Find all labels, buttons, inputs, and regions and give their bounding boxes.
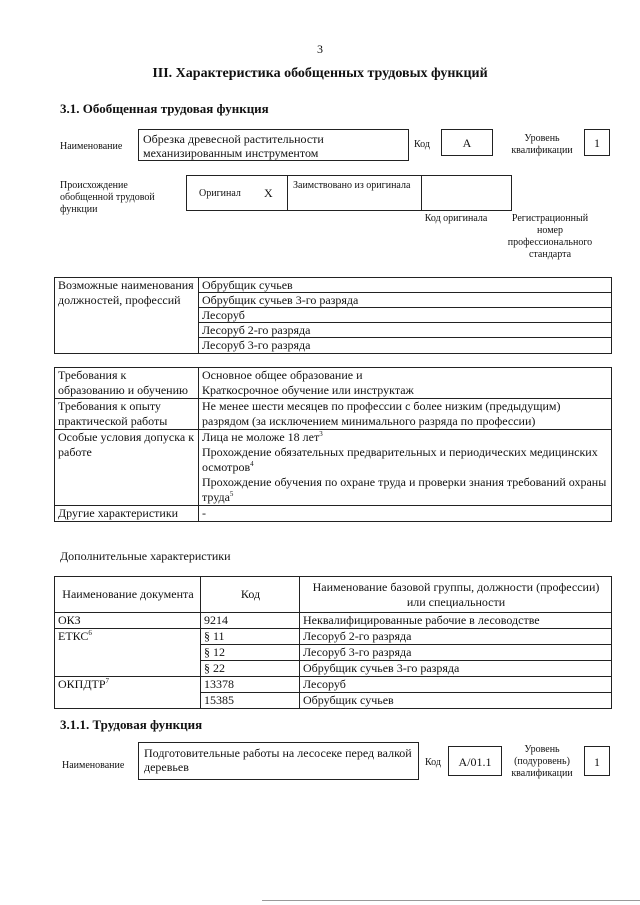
etks-name: Лесоруб 3-го разряда (300, 645, 612, 661)
tf-name-value: Подготовительные работы на лесосеке перед валкой деревьев (144, 746, 412, 774)
etks-code: § 11 (201, 629, 300, 645)
tf-level-label: Уровень (подуровень) квалификации (511, 744, 573, 779)
tf-code-value: А/01.1 (448, 746, 502, 776)
gtf-name-box (138, 129, 409, 161)
okpdtr-name: Лесоруб (300, 677, 612, 693)
okpdtr-code: 13378 (201, 677, 300, 693)
condition-item: Лица не моложе 18 лет$^3$ (202, 430, 323, 444)
other-value: - (199, 506, 612, 522)
etks-doc: ЕТКС$^6$ (55, 629, 201, 677)
experience-value: Не менее шести месяцев по профессии с более низким (предыдущим) разрядом (за исключением минимального разряда по профессии) (199, 399, 612, 430)
gtf-level-value: 1 (584, 129, 610, 156)
positions-table (54, 277, 612, 354)
origin-original-label: Оригинал (199, 188, 241, 199)
tf-name-box (138, 742, 419, 780)
gtf-code-value: А (441, 129, 493, 156)
page-number: 3 (317, 42, 323, 56)
gtf-code-label: Код (414, 139, 430, 150)
extra-header-doc: Наименование документа (55, 577, 201, 613)
etks-code: § 22 (201, 661, 300, 677)
origin-code-caption: Код оригинала (424, 213, 488, 224)
condition-item: Прохождение обязательных предварительных и периодических медицинских осмотров$^4$ (202, 445, 598, 474)
okpdtr-doc: ОКПДТР$^7$ (55, 677, 201, 709)
okz-name: Неквалифицированные рабочие в лесоводстве (300, 613, 612, 629)
tf-level-value: 1 (584, 746, 610, 776)
conditions-label: Особые условия допуска к работе (55, 430, 199, 506)
gtf-name-label: Наименование (60, 141, 123, 152)
scan-edge-line (262, 900, 640, 901)
tf-title: 3.1.1. Трудовая функция (60, 717, 203, 732)
position-item: Обрубщик сучьев (199, 278, 611, 293)
position-item: Обрубщик сучьев 3-го разряда (199, 293, 611, 308)
position-item: Лесоруб 2-го разряда (199, 323, 611, 338)
education-line: Краткосрочное обучение или инструктаж (202, 383, 414, 397)
gtf-level-label: Уровень квалификации (511, 133, 573, 156)
tf-code-label: Код (425, 757, 441, 768)
okpdtr-name: Обрубщик сучьев (300, 693, 612, 709)
section-title: III. Характеристика обобщенных трудовых функций (152, 66, 488, 81)
origin-original-mark: Х (264, 186, 273, 200)
condition-item: Прохождение обучения по охране труда и проверки знания требований охраны труда$^5$ (202, 475, 607, 504)
education-line: Основное общее образование и (202, 368, 363, 382)
origin-table (186, 175, 512, 211)
tf-name-label: Наименование (62, 760, 125, 771)
origin-reg-caption: Регистрационный номер профессионального стандарта (507, 213, 593, 260)
gtf-name-value: Обрезка древесной растительности механизированным инструментом (143, 132, 324, 160)
position-item: Лесоруб (199, 308, 611, 323)
extra-header-name: Наименование базовой группы, должности (профессии) или специальности (300, 577, 612, 613)
other-label: Другие характеристики (55, 506, 199, 522)
origin-label: Происхождение обобщенной трудовой функции (60, 180, 155, 215)
education-label: Требования к образованию и обучению (55, 368, 199, 399)
etks-name: Лесоруб 2-го разряда (300, 629, 612, 645)
positions-label: Возможные наименования должностей, профессий (55, 278, 199, 354)
subsection-title: 3.1. Обобщенная трудовая функция (60, 101, 269, 116)
okz-doc: ОКЗ (55, 613, 201, 629)
extra-heading: Дополнительные характеристики (60, 549, 231, 563)
okz-code: 9214 (201, 613, 300, 629)
extra-table (54, 576, 612, 709)
okpdtr-code: 15385 (201, 693, 300, 709)
etks-name: Обрубщик сучьев 3-го разряда (300, 661, 612, 677)
origin-borrowed-label: Заимствовано из оригинала (293, 180, 411, 191)
extra-header-code: Код (201, 577, 300, 613)
experience-label: Требования к опыту практической работы (55, 399, 199, 430)
etks-code: § 12 (201, 645, 300, 661)
requirements-table (54, 367, 612, 522)
position-item: Лесоруб 3-го разряда (202, 338, 311, 352)
